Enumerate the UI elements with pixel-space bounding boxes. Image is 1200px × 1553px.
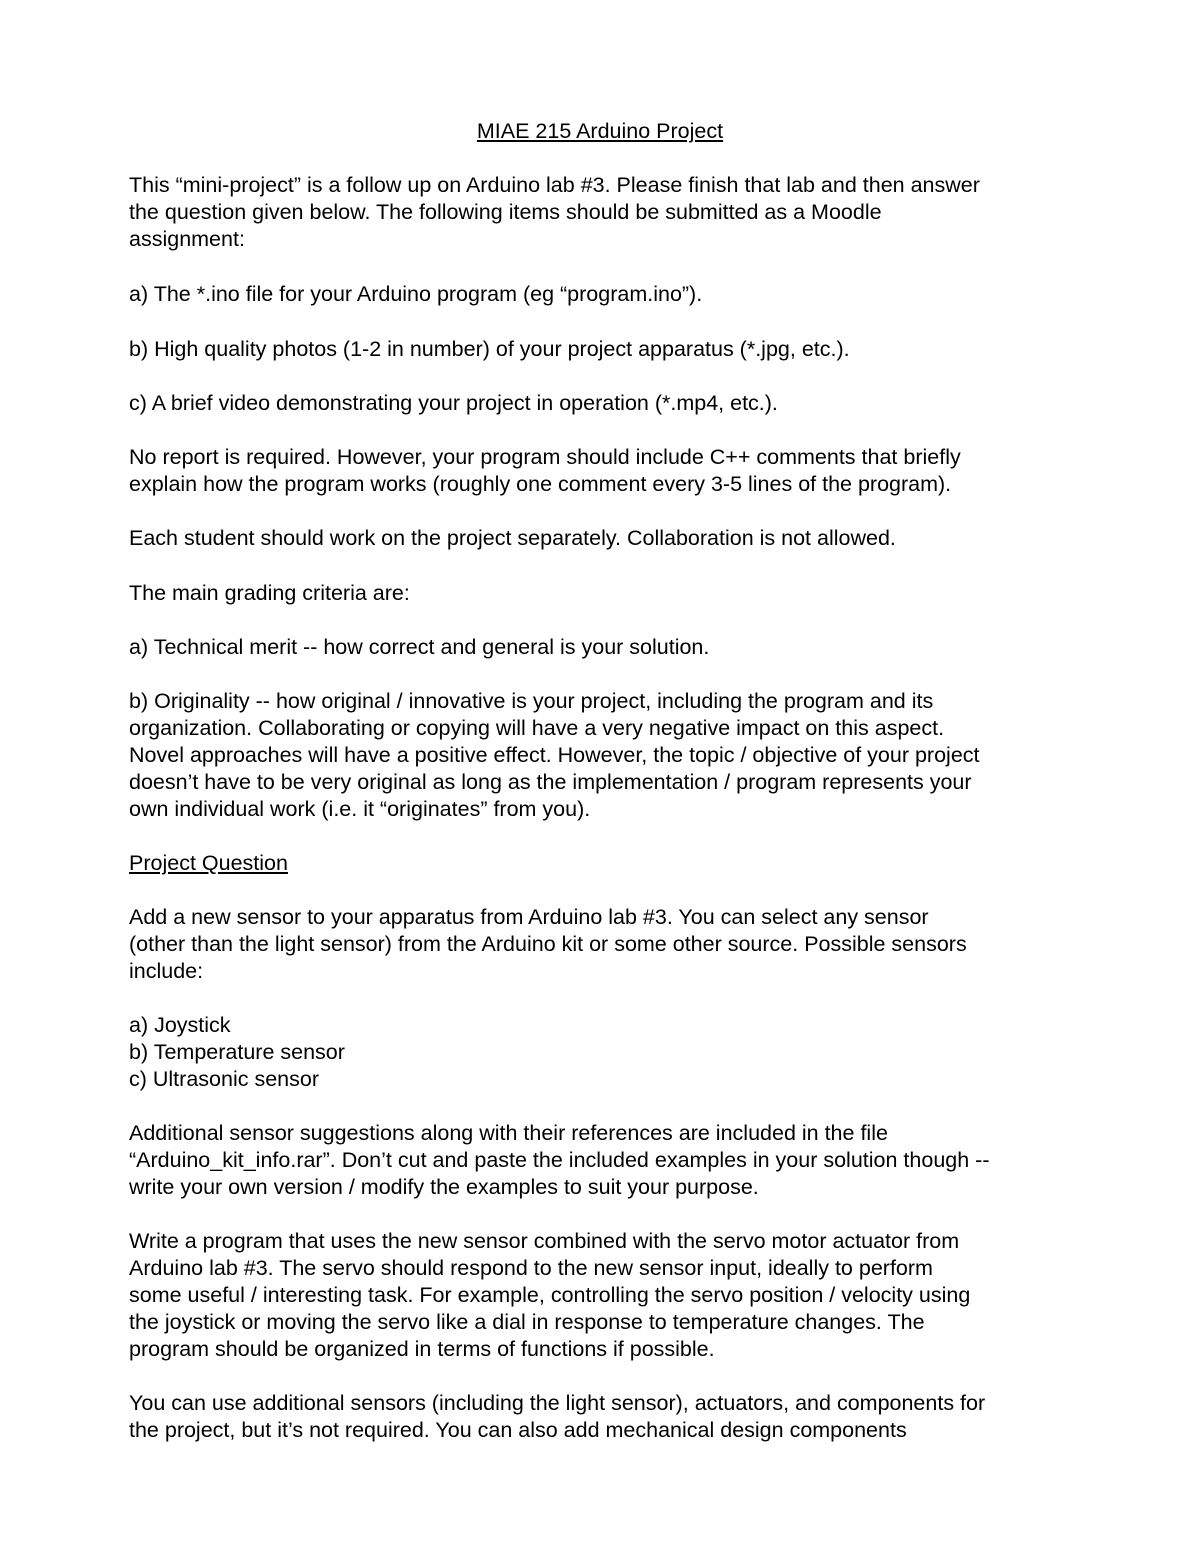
optional-extras-line: You can use additional sensors (including the light sensor), actuators, and components for xyxy=(129,1391,986,1415)
question-intro-line: (other than the light sensor) from the Arduino kit or some other source. Possible sensors xyxy=(129,932,967,956)
criterion-originality-line: Novel approaches will have a positive effect. However, the topic / objective of your project xyxy=(129,743,980,767)
intro-paragraph xyxy=(129,172,1079,253)
criterion-originality-line: b) Originality -- how original / innovative is your project, including the program and its xyxy=(129,689,934,713)
criterion-technical-merit: a) Technical merit -- how correct and general is your solution. xyxy=(129,635,710,659)
document-title: MIAE 215 Arduino Project xyxy=(476,119,724,143)
intro-line: assignment: xyxy=(129,227,245,251)
additional-sensors-line: write your own version / modify the examples to suit your purpose. xyxy=(129,1175,759,1199)
question-intro-paragraph xyxy=(129,904,1079,985)
criterion-originality-line: organization. Collaborating or copying will have a very negative impact on this aspect. xyxy=(129,716,945,740)
report-note-paragraph xyxy=(129,444,1079,498)
program-task-line: Write a program that uses the new sensor combined with the servo motor actuator from xyxy=(129,1229,960,1253)
program-task-paragraph xyxy=(129,1228,1079,1363)
intro-line: the question given below. The following items should be submitted as a Moodle xyxy=(129,200,882,224)
question-intro-line: Add a new sensor to your apparatus from Arduino lab #3. You can select any sensor xyxy=(129,905,929,929)
deliverable-photos: b) High quality photos (1-2 in number) of your project apparatus (*.jpg, etc.). xyxy=(129,337,850,361)
additional-sensors-line: “Arduino_kit_info.rar”. Don’t cut and paste the included examples in your solution though -- xyxy=(129,1148,990,1172)
intro-line: This “mini-project” is a follow up on Arduino lab #3. Please finish that lab and then answer xyxy=(129,173,980,197)
sensor-list-item: b) Temperature sensor xyxy=(129,1040,345,1064)
optional-extras-paragraph xyxy=(129,1390,1079,1444)
criterion-originality-line: doesn’t have to be very original as long as the implementation / program represents your xyxy=(129,770,972,794)
sensor-list-item: c) Ultrasonic sensor xyxy=(129,1067,319,1091)
report-note-line: explain how the program works (roughly one comment every 3-5 lines of the program). xyxy=(129,472,952,496)
collaboration-note: Each student should work on the project separately. Collaboration is not allowed. xyxy=(129,526,896,550)
criteria-intro: The main grading criteria are: xyxy=(129,581,410,605)
additional-sensors-line: Additional sensor suggestions along with their references are included in the file xyxy=(129,1121,888,1145)
report-note-line: No report is required. However, your program should include C++ comments that briefly xyxy=(129,445,961,469)
sensor-list-item: a) Joystick xyxy=(129,1013,231,1037)
program-task-line: program should be organized in terms of functions if possible. xyxy=(129,1337,715,1361)
program-task-line: Arduino lab #3. The servo should respond to the new sensor input, ideally to perform xyxy=(129,1256,933,1280)
criterion-originality xyxy=(129,688,1079,823)
sensor-list xyxy=(129,1012,1079,1093)
deliverable-ino-file: a) The *.ino file for your Arduino program (eg “program.ino”). xyxy=(129,282,703,306)
program-task-line: some useful / interesting task. For example, controlling the servo position / velocity using xyxy=(129,1283,971,1307)
criterion-originality-line: own individual work (i.e. it “originates” from you). xyxy=(129,797,591,821)
program-task-line: the joystick or moving the servo like a dial in response to temperature changes. The xyxy=(129,1310,925,1334)
question-intro-line: include: xyxy=(129,959,204,983)
additional-sensors-paragraph xyxy=(129,1120,1079,1201)
project-question-heading: Project Question xyxy=(129,851,288,875)
optional-extras-line: the project, but it’s not required. You can also add mechanical design components xyxy=(129,1418,907,1442)
deliverable-video: c) A brief video demonstrating your project in operation (*.mp4, etc.). xyxy=(129,391,778,415)
